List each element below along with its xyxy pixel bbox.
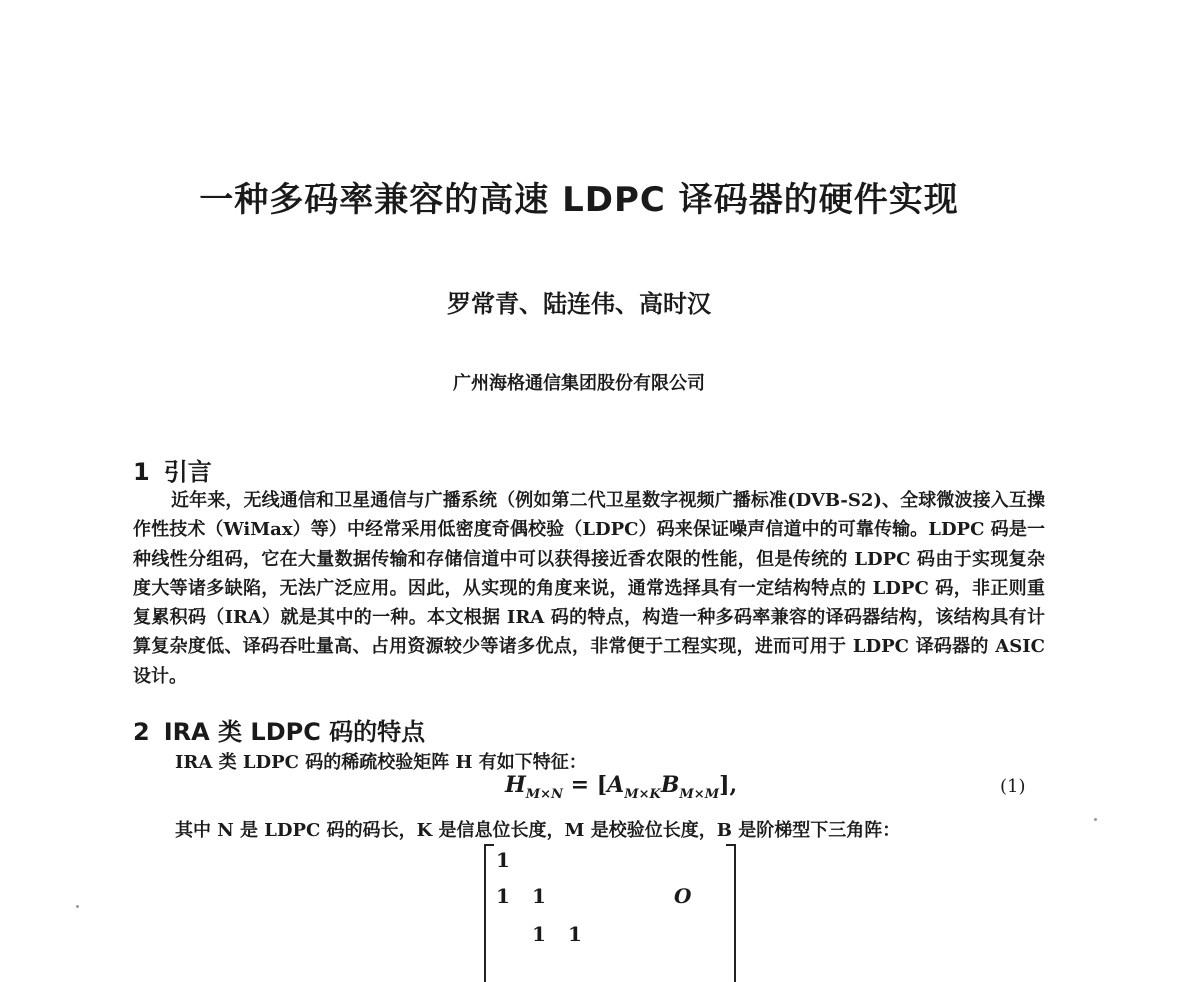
eq-b: B [660,772,680,798]
eq-lhs-sub: M×N [525,787,563,802]
eq-equals: = [ [562,772,608,798]
section-2-intro: IRA 类 LDPC 码的稀疏校验矩阵 H 有如下特征： [175,752,587,773]
scan-speck [76,905,79,908]
matrix-entry: 1 [532,922,546,946]
matrix-entry: 1 [496,884,510,908]
paper-affiliation: 广州海格通信集团股份有限公司 [453,373,705,394]
eq-lhs: H [505,772,526,798]
paper-authors: 罗常青、陆连伟、高时汉 [447,289,711,318]
section-1-title: 引言 [163,458,212,486]
equation-1 [505,772,737,802]
matrix-b [470,840,740,980]
eq-b-sub: M×M [679,787,720,802]
matrix-entry: 1 [532,884,546,908]
equation-number: (1) [1000,776,1026,797]
section-1-paragraph: 近年来，无线通信和卫星通信与广播系统（例如第二代卫星数字视频广播标准(DVB-S2)、全球微波接入互操作性技术（WiMax）等）中经常采用低密度奇偶校验（LDPC）码来保证噪声信道中的可靠传输。LDPC 码是一种线性分组码，它在大量数据传输和存储信道中可以获得接近香农限的性能，但是传统的 LDPC 码由于实现复杂度大等诸多缺陷，无法广泛应用。因此，从实现的角度来说，通常选择具有一定结构特点的 LDPC 码，非正则重复累积码（IRA）就是其中的一种。本文根据 IRA 码的特点，构造一种多码率兼容的译码器结构，该结构具有计算复杂度低、译码吞吐量高、占用资源较少等诸多优点，非常便于工程实现，进而可用于 LDPC 译码器的 ASIC 设计。 [133,490,1045,687]
eq-a: A [607,772,625,798]
matrix-zero-block: O [674,884,692,908]
matrix-right-bracket [726,844,736,982]
paper-title: 一种多码率兼容的高速 LDPC 译码器的硬件实现 [199,180,959,220]
section-2-explanation: 其中 N 是 LDPC 码的码长，K 是信息位长度，M 是校验位长度，B 是阶梯型下三角阵： [175,820,901,841]
section-1-heading [133,452,212,487]
matrix-entry: 1 [496,848,510,872]
eq-a-sub: M×K [624,787,661,802]
section-2-number: 2 [133,718,150,746]
matrix-left-bracket [484,844,494,982]
section-2-title: IRA 类 LDPC 码的特点 [163,718,426,746]
section-1-number: 1 [133,458,150,486]
eq-tail: ], [719,772,738,798]
matrix-entry: 1 [568,922,582,946]
scan-speck [1094,818,1097,821]
section-2-heading [133,712,425,747]
